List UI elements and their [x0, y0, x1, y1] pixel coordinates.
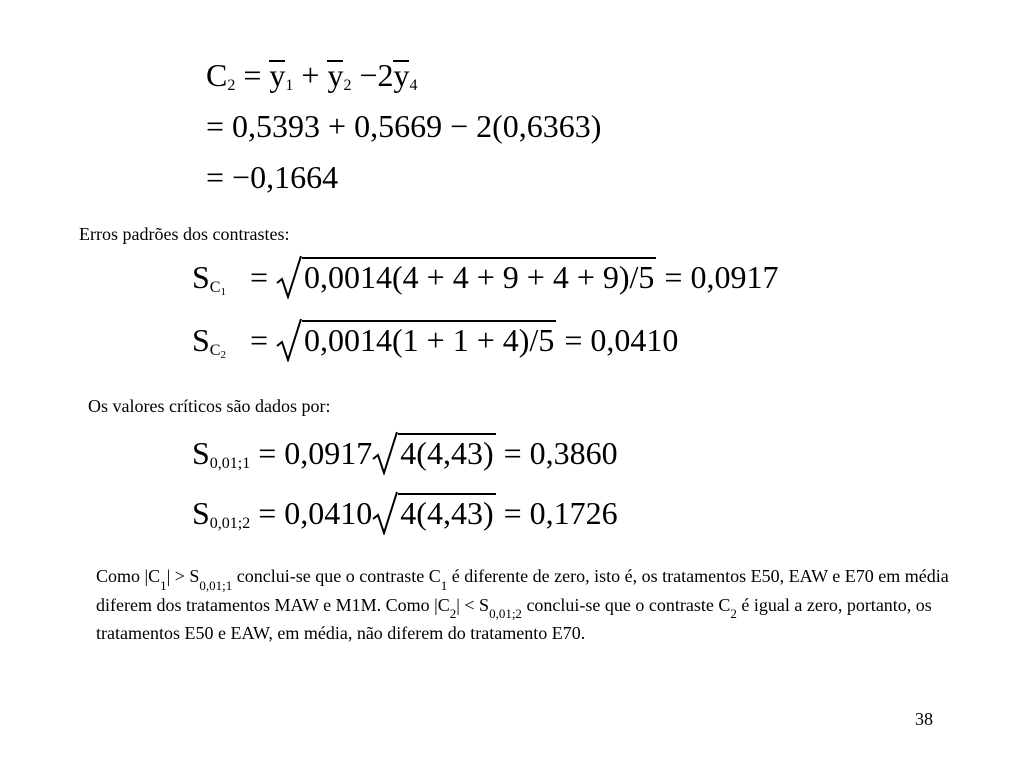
sc1-sqrt: [276, 257, 656, 297]
conclusion-sub: 1: [440, 577, 448, 593]
conclusion-part: conclui-se que o contraste C: [232, 566, 441, 586]
conclusion-sub: 0,01;1: [199, 577, 233, 593]
conclusion-part: | < S: [456, 594, 490, 615]
crit2-s: S: [192, 495, 210, 531]
c2-sub: 2: [227, 77, 236, 94]
crit2-sqrt: [372, 493, 495, 533]
radical-icon: [276, 255, 302, 299]
crit1-sqrt: [372, 433, 495, 473]
conclusion-part: Como |C: [96, 566, 161, 586]
crit1-radicand: 4(4,43): [400, 435, 494, 471]
crit2-result: = 0,1726: [503, 495, 618, 531]
sc2-eq: =: [249, 322, 269, 358]
conclusion-sub: 2: [449, 606, 457, 622]
sc2-s: S: [192, 322, 210, 358]
ybar-1: y: [269, 57, 286, 93]
c2-substitution: = 0,5393 + 0,5669 − 2(0,6363): [206, 108, 602, 144]
sc1-eq: =: [249, 259, 269, 295]
plus-sign: +: [301, 57, 320, 93]
crit2-equation: [192, 493, 618, 540]
page-number: 38: [915, 709, 933, 729]
sc2-c: C: [209, 342, 221, 359]
sc1-result: = 0,0917: [664, 259, 779, 295]
conclusion-part: conclui-se que o contraste C: [521, 594, 731, 615]
conclusion-sub: 1: [160, 577, 167, 593]
conclusion-sub: 0,01;2: [489, 606, 522, 622]
crit1-equation: [192, 433, 618, 480]
crit2-lhs: = 0,0410: [258, 495, 373, 531]
sc2-c-sub: 2: [220, 349, 226, 361]
sc1-c-sub: 1: [220, 286, 226, 298]
sc2-equation: [192, 320, 678, 368]
radical-icon: [372, 431, 398, 475]
minus-sign: −: [359, 57, 378, 93]
crit1-result: = 0,3860: [503, 435, 618, 471]
conclusion-part: | > S: [166, 566, 200, 586]
crit1-sub: 0,01;1: [209, 455, 251, 472]
conclusion-paragraph: [96, 565, 956, 645]
crit1-lhs: = 0,0917: [258, 435, 373, 471]
sc1-s: S: [192, 259, 210, 295]
ybar-4: y: [393, 57, 410, 93]
sc2-radicand: 0,0014(1 + 1 + 4)/5: [304, 322, 555, 358]
ybar-1-sub: 1: [285, 77, 294, 94]
radical-icon: [276, 318, 302, 362]
ybar-2: y: [327, 57, 344, 93]
criticos-label: Os valores críticos são dados por:: [88, 396, 331, 416]
coef-two: 2: [377, 57, 394, 93]
sc2-sqrt: [276, 320, 556, 360]
conclusion-sub: 2: [730, 606, 737, 622]
radical-icon: [372, 491, 398, 535]
sc1-equation: [192, 257, 778, 305]
crit2-radicand: 4(4,43): [400, 495, 494, 531]
ybar-2-sub: 2: [343, 77, 352, 94]
ybar-4-sub: 4: [409, 77, 418, 94]
crit1-s: S: [192, 435, 210, 471]
sc1-c: C: [209, 279, 221, 296]
sc2-result: = 0,0410: [564, 322, 679, 358]
crit2-sub: 0,01;2: [209, 515, 251, 532]
conclusion-part: é igual a zero, portanto, os tratamentos E50 e EAW, em média, não diferem do tratamento E70.: [96, 594, 932, 644]
erros-label: Erros padrões dos contrastes:: [79, 224, 290, 244]
sc1-radicand: 0,0014(4 + 4 + 9 + 4 + 9)/5: [304, 259, 655, 295]
eq-sign: =: [243, 57, 262, 93]
c2-result: = −0,1664: [206, 159, 339, 195]
conclusion-part: é diferente de zero, isto é, os tratamentos E50, EAW e E70 em média diferem dos tratamentos MAW e M1M. Como |C: [96, 566, 949, 615]
c2-definition: [206, 55, 417, 102]
c2-letter: C: [206, 57, 228, 93]
